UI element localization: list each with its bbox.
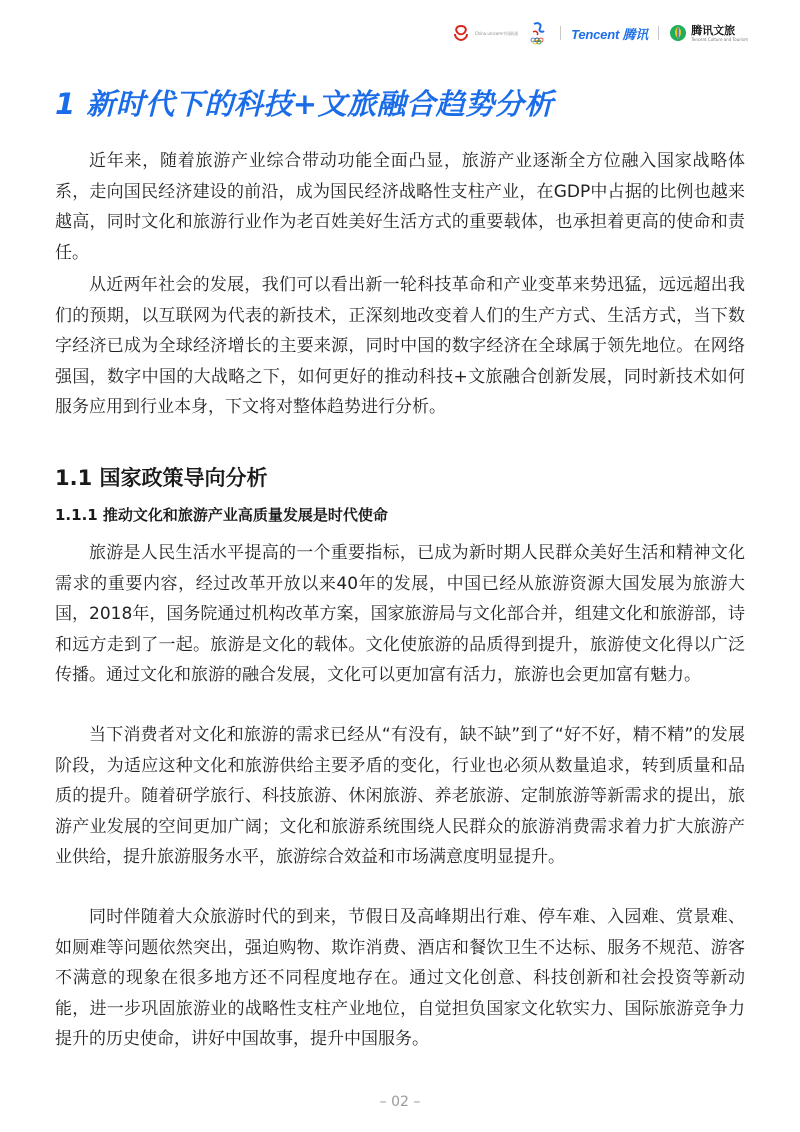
header-logos bbox=[451, 18, 748, 48]
wenlv-label: 腾讯文旅 bbox=[691, 23, 736, 37]
section-heading: 1.1 国家政策导向分析 bbox=[55, 466, 268, 490]
wenlv-sub: Tencent Culture and Tourism bbox=[691, 36, 748, 42]
page-title: 1 新时代下的科技+文旅融合趋势分析 bbox=[55, 87, 554, 121]
paragraph-3: 旅游是人民生活水平提高的一个重要指标，已成为新时期人民群众美好生活和精神文化需求的重要内容，经过改革开放以来40年的发展，中国已经从旅游资源大国发展为旅游大国，2018年，国务院通过机构改革方案，国家旅游局与文化部合并，组建文化和旅游部，诗和远方走到了一起。旅游是文化的载体。文化使旅游的品质得到提升，旅游使文化得以广泛传播。通过文化和旅游的融合发展，文化可以更加富有活力，旅游也会更加富有魅力。 bbox=[55, 543, 745, 685]
wenlv-leaf-icon bbox=[669, 24, 687, 42]
subsection-heading: 1.1.1 推动文化和旅游产业高质量发展是时代使命 bbox=[55, 506, 388, 524]
china-unicom-logo bbox=[451, 24, 518, 42]
tencent-wenlv-logo bbox=[669, 24, 748, 42]
paragraph-2: 从近两年社会的发展，我们可以看出新一轮科技革命和产业变革来势迅猛，远远超出我们的预期，以互联网为代表的新技术，正深刻地改变着人们的生产方式、生活方式，当下数字经济已成为全球经济增长的主要来源，同时中国的数字经济在全球属于领先地位。在网络强国，数字中国的大战略之下，如何更好的推动科技+文旅融合创新发展，同时新技术如何服务应用到行业本身，下文将对整体趋势进行分析。 bbox=[55, 275, 745, 417]
unicom-knot-icon bbox=[451, 24, 471, 42]
tencent-logo: Tencent 腾讯 bbox=[571, 26, 649, 42]
header-divider bbox=[658, 26, 659, 40]
page-number: – 02 – bbox=[379, 1094, 421, 1110]
paragraph-1: 近年来，随着旅游产业综合带动功能全面凸显，旅游产业逐渐全方位融入国家战略体系，走向国民经济建设的前沿，成为国民经济战略性支柱产业，在GDP中占据的比例也越来越高，同时文化和旅游行业作为老百姓美好生活方式的重要载体，也承担着更高的使命和责任。 bbox=[55, 151, 745, 263]
paragraph-5: 同时伴随着大众旅游时代的到来，节假日及高峰期出行难、停车难、入园难、赏景难、如厕难等问题依然突出，强迫购物、欺诈消费、酒店和餐饮卫生不达标、服务不规范、游客不满意的现象在很多地方还不同程度地存在。通过文化创意、科技创新和社会投资等新动能，进一步巩固旅游业的战略性支柱产业地位，自觉担负国家文化软实力、国际旅游竞争力提升的历史使命，讲好中国故事，提升中国服务。 bbox=[55, 907, 745, 1049]
unicom-small-text: China unicom中国联通 bbox=[474, 30, 519, 36]
header-divider bbox=[560, 26, 561, 40]
paragraph-4: 当下消费者对文化和旅游的需求已经从“有没有，缺不缺”到了“好不好，精不精”的发展阶段，为适应这种文化和旅游供给主要矛盾的变化，行业也必须从数量追求，转到质量和品质的提升。随着研学旅行、科技旅游、休闲旅游、养老旅游、定制旅游等新需求的提出，旅游产业发展的空间更加广阔；文化和旅游系统围绕人民群众的旅游消费需求着力扩大旅游产业供给，提升旅游服务水平，旅游综合效益和市场满意度明显提升。 bbox=[55, 725, 745, 867]
olympic-emblem-icon bbox=[528, 21, 550, 45]
